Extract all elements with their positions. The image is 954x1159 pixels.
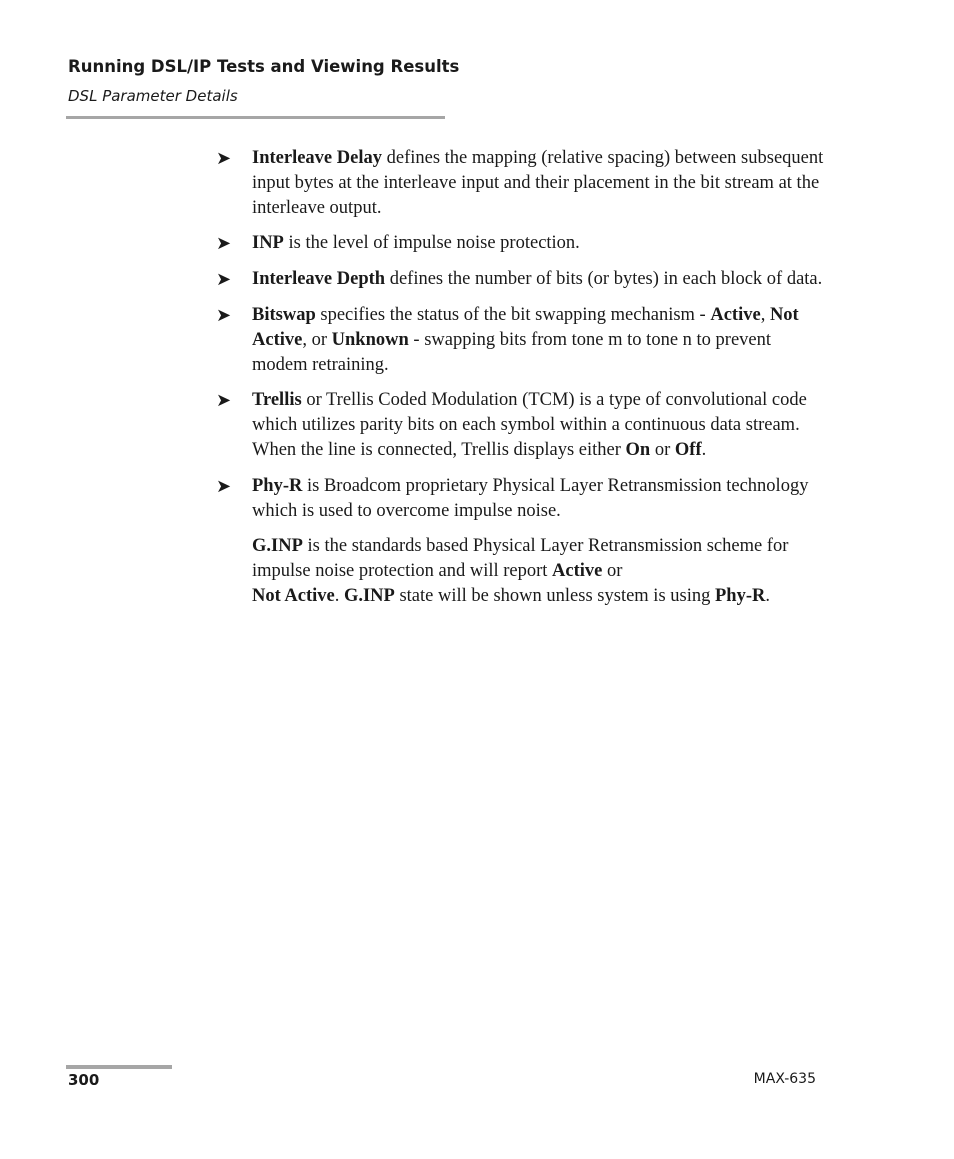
list-item-inp [216, 231, 826, 256]
running-header-subtitle: DSL Parameter Details [68, 87, 238, 105]
list-item-interleave-delay [216, 146, 826, 220]
header-divider [66, 116, 445, 119]
separator-text: or [602, 561, 623, 582]
value-not-active: Not Active [252, 585, 335, 606]
term-bitswap: Bitswap [252, 304, 316, 325]
term-interleave-delay: Interleave Delay [252, 148, 382, 168]
definition-text: specifies the status of the bit swapping mechanism - [315, 304, 711, 325]
list-item-trellis [216, 388, 826, 462]
definition-text: state will be shown unless system is using [394, 585, 715, 606]
list-item-interleave-depth [216, 267, 826, 292]
arrowhead-bullet-icon: ➤ [216, 475, 232, 497]
term-trellis: Trellis [252, 390, 302, 411]
arrowhead-bullet-icon: ➤ [216, 304, 232, 326]
separator-text: or [650, 439, 675, 460]
term-ginp: G.INP [252, 536, 303, 557]
definition-text: is the standards based Physical Layer Retransmission scheme for impulse noise protection and will report [252, 536, 789, 582]
arrowhead-bullet-icon: ➤ [216, 233, 232, 255]
list-item-phy-r [216, 474, 826, 524]
separator-text: . [765, 585, 770, 606]
definition-text: defines the number of bits (or bytes) in each block of data. [385, 269, 823, 290]
definition-text: is the level of impulse noise protection. [283, 233, 580, 254]
page-number: 300 [68, 1071, 100, 1089]
running-header-title: Running DSL/IP Tests and Viewing Results [68, 57, 460, 76]
ginp-paragraph [216, 534, 826, 608]
term-inp: INP [252, 233, 284, 254]
value-active: Active [552, 561, 603, 582]
footer-divider [66, 1065, 172, 1069]
term-interleave-depth: Interleave Depth [252, 269, 386, 290]
term-phy-r: Phy-R [252, 475, 303, 496]
separator-text: . [701, 439, 707, 460]
list-item-bitswap [216, 303, 826, 377]
arrowhead-bullet-icon: ➤ [216, 148, 232, 169]
separator-text: , [760, 304, 770, 325]
term-ginp: G.INP [343, 585, 395, 606]
definition-text: or Trellis Coded Modulation (TCM) is a type of convolutional code which utilizes parity bits on each symbol within a continuous data stream. When the line is connected, Trellis displays either [252, 390, 807, 460]
term-phy-r: Phy-R [715, 585, 766, 606]
separator-text: , or [302, 329, 332, 350]
separator-text: . [334, 585, 344, 606]
value-active: Active [710, 304, 761, 325]
value-unknown: Unknown [331, 329, 409, 350]
definition-text: - swapping bits from tone m to tone n to prevent modem retraining. [252, 329, 772, 375]
arrowhead-bullet-icon: ➤ [216, 269, 232, 291]
value-on: On [625, 439, 651, 460]
value-not-active: Not Active [252, 304, 799, 350]
value-off: Off [674, 439, 702, 460]
arrowhead-bullet-icon: ➤ [216, 390, 232, 412]
document-id: MAX-635 [753, 1071, 816, 1087]
definition-text: defines the mapping (relative spacing) between subsequent input bytes at the interleave input and their placement in the bit stream at the interleave output. [252, 148, 824, 218]
parameter-list [216, 146, 826, 620]
definition-text: is Broadcom proprietary Physical Layer Retransmission technology which is used to overcome impulse noise. [252, 475, 809, 521]
